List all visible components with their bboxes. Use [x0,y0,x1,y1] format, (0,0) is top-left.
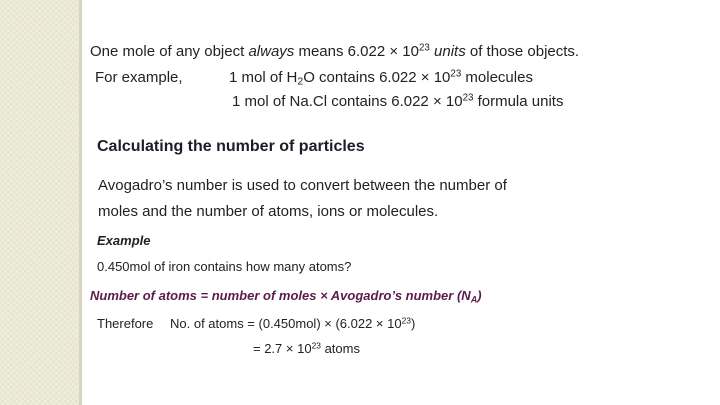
h2o-text-2: O contains 6.022 × 10 [303,69,451,86]
paragraph-line-2: moles and the number of atoms, ions or molecules. [98,203,439,220]
therefore-exponent: 23 [401,315,411,326]
nacl-text-2: formula units [473,93,564,110]
example-h2o [229,69,533,86]
for-example-label: For example, [95,69,183,86]
result-exponent: 23 [311,340,321,351]
intro-always: always [248,43,295,60]
intro-text-3: of those objects. [465,43,580,60]
nacl-text-1: 1 mol of Na.Cl contains 6.022 × 10 [232,93,463,110]
example-label: Example [97,233,151,248]
intro-exponent: 23 [418,42,430,54]
decorative-side-line [79,0,82,405]
therefore-calculation [170,316,415,331]
paragraph-line-1: Avogadro’s number is used to convert between the number of [98,177,507,194]
h2o-text-1: 1 mol of H [229,69,298,86]
formula-subscript: A [470,294,478,305]
question-text: 0.450mol of iron contains how many atoms? [97,259,352,274]
nacl-exponent: 23 [462,92,474,104]
example-nacl [232,93,563,110]
decorative-side-band [0,0,79,405]
formula-line [90,288,482,303]
h2o-exponent: 23 [450,68,462,80]
h2o-text-3: molecules [461,69,533,86]
formula-text: Number of atoms = number of moles × Avogadro’s number (N [90,288,471,303]
therefore-label: Therefore [97,316,154,331]
therefore-text-2: ) [411,316,416,331]
intro-text-2: means 6.022 × 10 [294,43,419,60]
therefore-text-1: No. of atoms = (0.450mol) × (6.022 × 10 [170,316,402,331]
intro-text-1: One mole of any object [90,43,249,60]
intro-units: units [429,43,466,60]
result-text-1: = 2.7 × 10 [253,341,312,356]
section-heading: Calculating the number of particles [97,138,365,155]
result-line [253,341,360,356]
intro-line [90,43,579,60]
h2o-subscript: 2 [297,75,304,88]
result-text-2: atoms [320,341,360,356]
formula-close: ) [477,288,482,303]
